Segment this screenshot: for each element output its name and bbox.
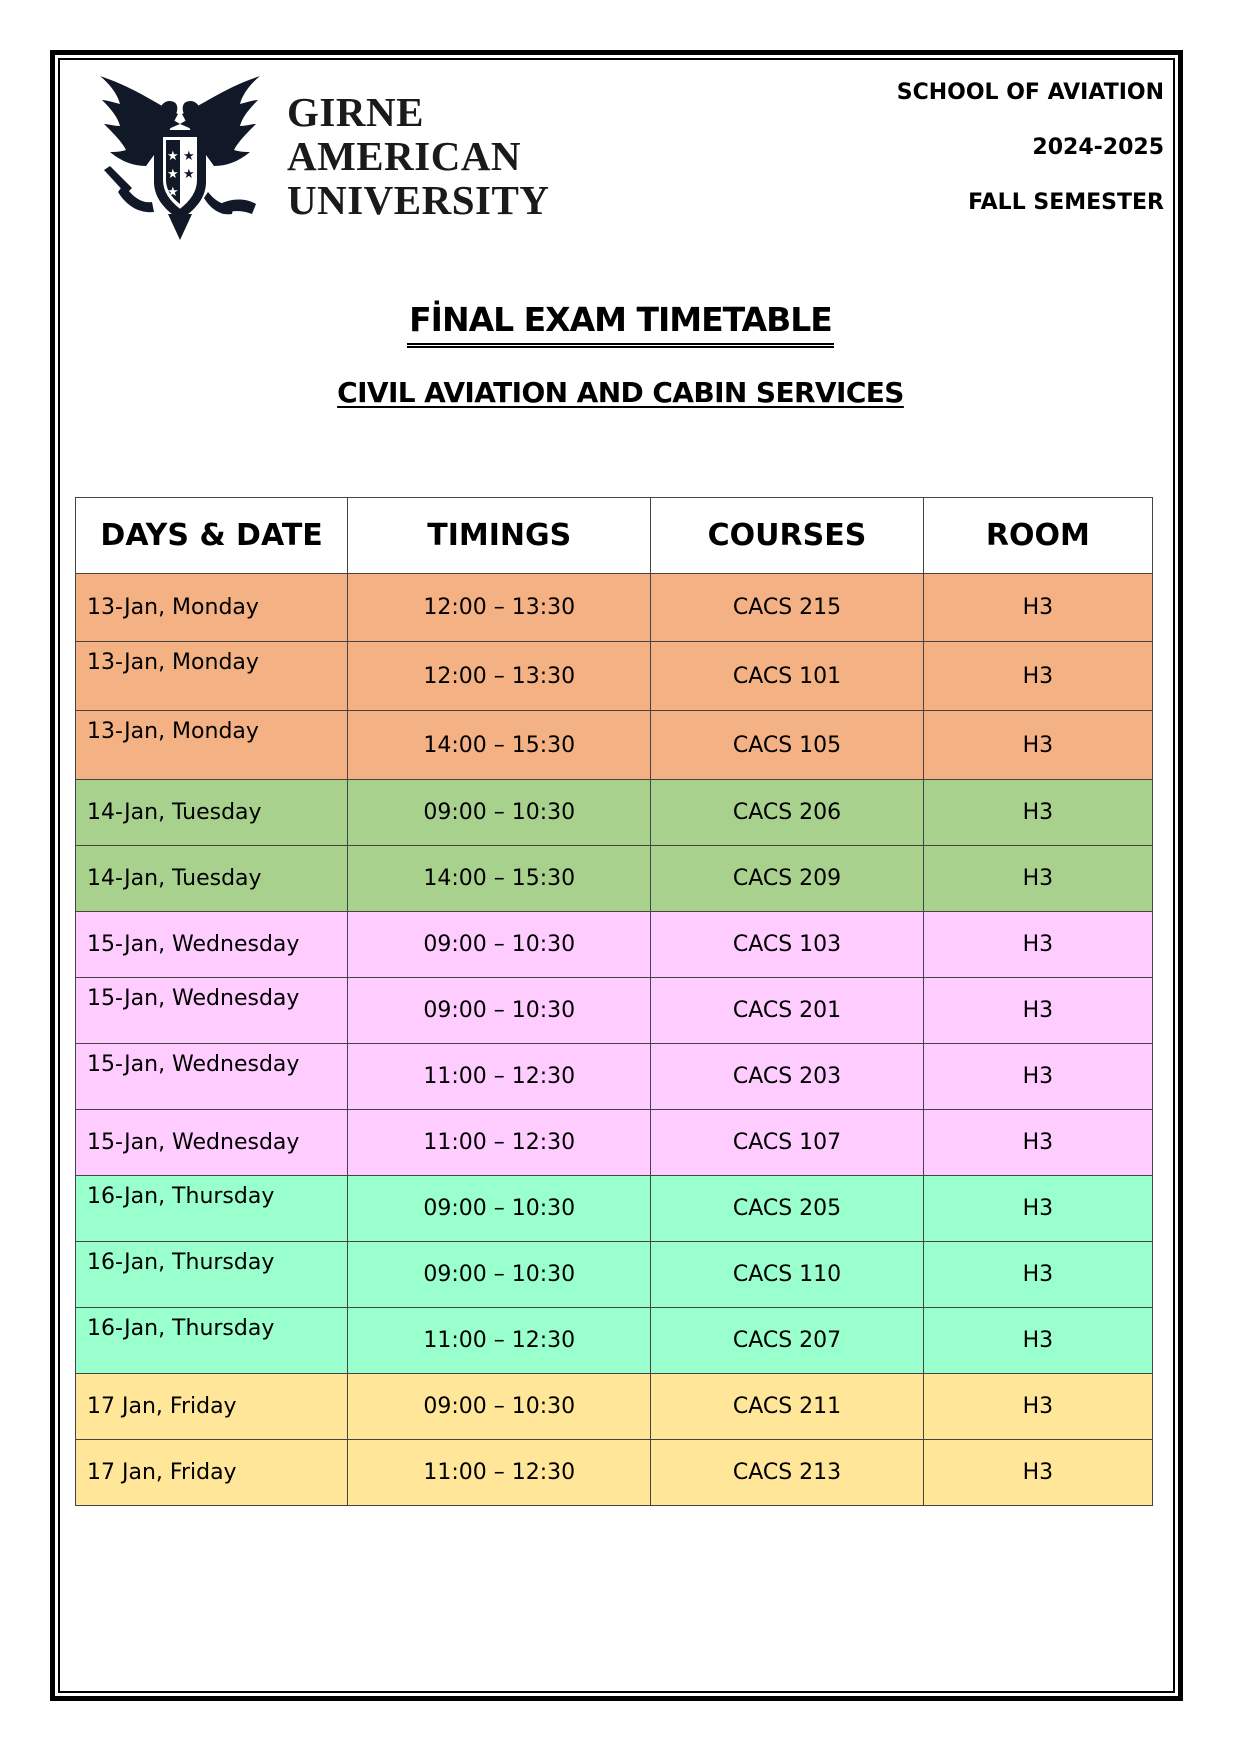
cell-room: H3 (923, 1110, 1152, 1176)
header-courses: COURSES (651, 498, 923, 574)
cell-time: 09:00 – 10:30 (348, 912, 651, 978)
cell-course: CACS 207 (651, 1308, 923, 1374)
table-row (76, 912, 1153, 978)
cell-room: H3 (923, 912, 1152, 978)
svg-text:★: ★ (183, 167, 195, 182)
cell-day: 14-Jan, Tuesday (76, 780, 348, 846)
cell-course: CACS 103 (651, 912, 923, 978)
svg-text:★: ★ (183, 149, 195, 164)
svg-text:★: ★ (167, 167, 179, 182)
cell-time: 14:00 – 15:30 (348, 711, 651, 780)
cell-room: H3 (923, 1308, 1152, 1374)
cell-day: 16-Jan, Thursday (76, 1242, 348, 1308)
school-name: SCHOOL OF AVIATION (896, 80, 1164, 105)
table-row (76, 1308, 1153, 1374)
cell-course: CACS 110 (651, 1242, 923, 1308)
cell-time: 09:00 – 10:30 (348, 1176, 651, 1242)
cell-room: H3 (923, 642, 1152, 711)
cell-course: CACS 211 (651, 1374, 923, 1440)
cell-day: 14-Jan, Tuesday (76, 846, 348, 912)
cell-day: 15-Jan, Wednesday (76, 978, 348, 1044)
cell-time: 12:00 – 13:30 (348, 642, 651, 711)
exam-timetable (75, 497, 1153, 1506)
university-name-line-3: UNIVERSITY (287, 177, 550, 223)
cell-day: 17 Jan, Friday (76, 1440, 348, 1506)
cell-course: CACS 209 (651, 846, 923, 912)
table-row (76, 978, 1153, 1044)
cell-course: CACS 105 (651, 711, 923, 780)
cell-room: H3 (923, 711, 1152, 780)
page-subtitle: CIVIL AVIATION AND CABIN SERVICES (337, 376, 904, 409)
cell-day: 17 Jan, Friday (76, 1374, 348, 1440)
table-row (76, 1242, 1153, 1308)
svg-text:★: ★ (167, 149, 179, 164)
table-row (76, 846, 1153, 912)
cell-room: H3 (923, 574, 1152, 642)
cell-time: 09:00 – 10:30 (348, 1374, 651, 1440)
cell-time: 11:00 – 12:30 (348, 1110, 651, 1176)
cell-room: H3 (923, 1374, 1152, 1440)
cell-room: H3 (923, 1242, 1152, 1308)
school-info (897, 78, 1164, 243)
table-row (76, 1374, 1153, 1440)
cell-course: CACS 107 (651, 1110, 923, 1176)
header-days-date: DAYS & DATE (76, 498, 348, 574)
table-header-row (76, 498, 1153, 574)
page-title: FİNAL EXAM TIMETABLE (407, 297, 834, 348)
cell-room: H3 (923, 1176, 1152, 1242)
university-name (287, 90, 549, 222)
cell-room: H3 (923, 780, 1152, 846)
cell-room: H3 (923, 1440, 1152, 1506)
cell-time: 11:00 – 12:30 (348, 1440, 651, 1506)
eagle-crest-logo-icon (96, 74, 264, 240)
page-title-container (0, 297, 1241, 348)
cell-day: 15-Jan, Wednesday (76, 912, 348, 978)
table-row (76, 1110, 1153, 1176)
academic-year: 2024-2025 (1032, 135, 1164, 160)
semester: FALL SEMESTER (968, 190, 1164, 215)
cell-time: 11:00 – 12:30 (348, 1308, 651, 1374)
cell-course: CACS 206 (651, 780, 923, 846)
cell-day: 16-Jan, Thursday (76, 1308, 348, 1374)
table-row (76, 1176, 1153, 1242)
cell-time: 09:00 – 10:30 (348, 1242, 651, 1308)
header-room: ROOM (923, 498, 1152, 574)
cell-course: CACS 101 (651, 642, 923, 711)
table-row (76, 711, 1153, 780)
cell-course: CACS 201 (651, 978, 923, 1044)
cell-course: CACS 205 (651, 1176, 923, 1242)
header-timings: TIMINGS (348, 498, 651, 574)
page-subtitle-container (0, 376, 1241, 409)
table-row (76, 642, 1153, 711)
cell-day: 15-Jan, Wednesday (76, 1110, 348, 1176)
cell-day: 13-Jan, Monday (76, 711, 348, 780)
table-row (76, 1440, 1153, 1506)
cell-room: H3 (923, 846, 1152, 912)
cell-day: 13-Jan, Monday (76, 574, 348, 642)
university-name-line-2: AMERICAN (287, 133, 522, 179)
table-row (76, 1044, 1153, 1110)
cell-day: 15-Jan, Wednesday (76, 1044, 348, 1110)
cell-time: 09:00 – 10:30 (348, 978, 651, 1044)
table-row (76, 780, 1153, 846)
cell-room: H3 (923, 1044, 1152, 1110)
cell-course: CACS 203 (651, 1044, 923, 1110)
cell-time: 11:00 – 12:30 (348, 1044, 651, 1110)
cell-room: H3 (923, 978, 1152, 1044)
cell-time: 14:00 – 15:30 (348, 846, 651, 912)
cell-day: 16-Jan, Thursday (76, 1176, 348, 1242)
table-row (76, 574, 1153, 642)
university-name-line-1: GIRNE (287, 89, 424, 135)
cell-day: 13-Jan, Monday (76, 642, 348, 711)
cell-course: CACS 213 (651, 1440, 923, 1506)
cell-time: 09:00 – 10:30 (348, 780, 651, 846)
cell-time: 12:00 – 13:30 (348, 574, 651, 642)
cell-course: CACS 215 (651, 574, 923, 642)
svg-text:★: ★ (167, 185, 179, 200)
